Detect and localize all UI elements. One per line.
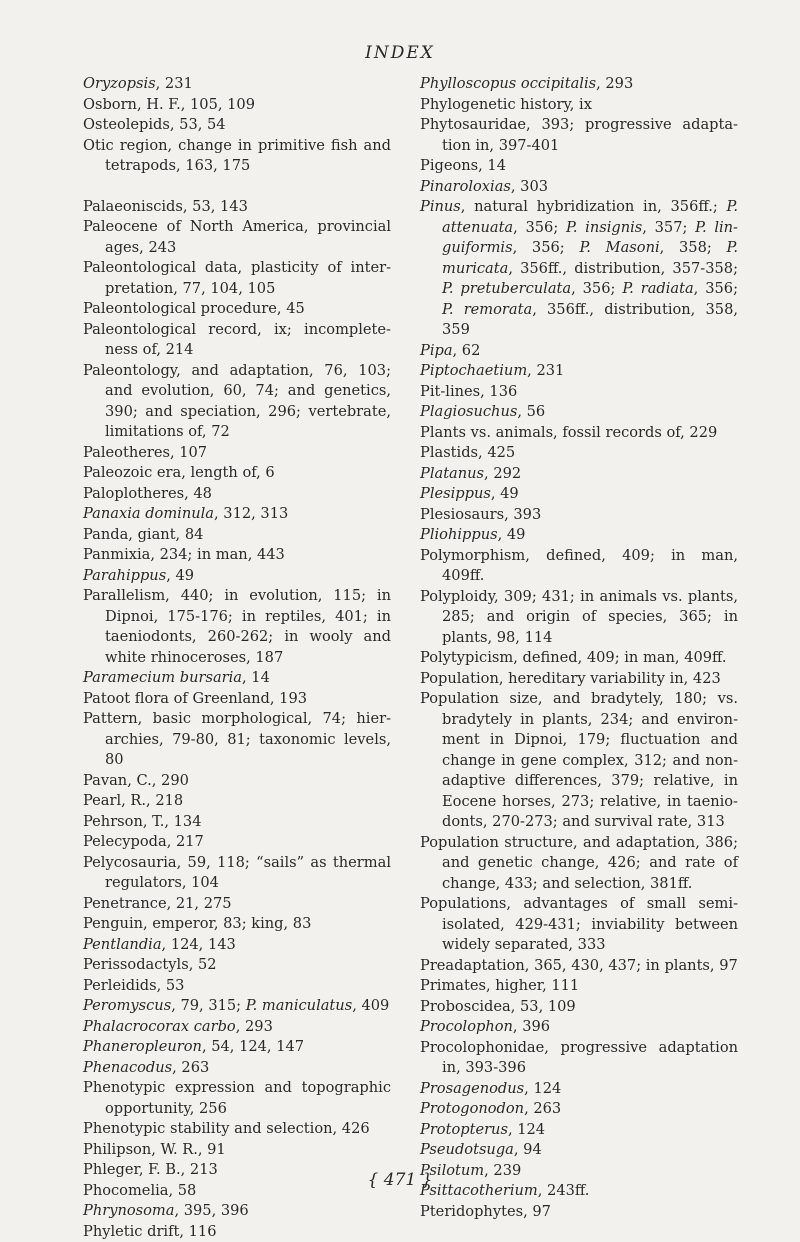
index-entry (420, 833, 738, 895)
index-entry-text: Patoot flora of Greenland, 193 (83, 690, 307, 707)
index-entry-text: , 49 (498, 526, 526, 543)
index-entry-text: , 356; (694, 280, 738, 297)
index-entry (420, 689, 738, 833)
index-entry (83, 935, 391, 956)
index-entry-text: Penetrance, 21, 275 (83, 895, 232, 912)
index-entry-italic-term: Oryzopsis (83, 75, 156, 92)
index-entry-italic-term: Parahippus (83, 567, 166, 584)
index-entry-text: , 124 (524, 1080, 561, 1097)
index-entry (420, 546, 738, 587)
index-entry (83, 709, 391, 771)
index-entry-text: Pehrson, T., 134 (83, 813, 202, 830)
index-entry-italic-term: Piptochaetium (420, 362, 527, 379)
index-entry-italic-term: P. muricata (442, 239, 738, 277)
index-entry-text: Panmixia, 234; in man, 443 (83, 546, 285, 563)
index-entry (420, 1120, 738, 1141)
index-entry (83, 136, 391, 177)
index-entry-italic-term: P. remorata (442, 301, 532, 318)
index-entry-text: Paleotheres, 107 (83, 444, 207, 461)
index-entry-text: , 49 (491, 485, 519, 502)
index-entry (420, 1079, 738, 1100)
index-entry (83, 791, 391, 812)
index-entry (420, 177, 738, 198)
index-entry (83, 484, 391, 505)
index-entry (83, 566, 391, 587)
index-entry (83, 771, 391, 792)
index-entry (83, 853, 391, 894)
index-entry-text: Pelecypoda, 217 (83, 833, 204, 850)
index-entry (83, 299, 391, 320)
index-entry-text: Paleontological procedure, 45 (83, 300, 305, 317)
index-entry (420, 669, 738, 690)
index-entry (83, 74, 391, 95)
index-entry-italic-term: Pipa (420, 342, 453, 359)
index-entry-text: , 356ff., distribution, 357-358; (508, 260, 738, 277)
index-entry (83, 525, 391, 546)
index-entry-text: , 263 (524, 1100, 561, 1117)
index-entry (83, 914, 391, 935)
index-entry-text: Phenotypic expression and topographic opportunity, 256 (83, 1079, 391, 1117)
index-entry-italic-term: Phalacrocorax carbo (83, 1018, 236, 1035)
index-entry-text: , 56 (517, 403, 545, 420)
index-entry (83, 320, 391, 361)
index-entry-italic-term: Phylloscopus occipitalis (420, 75, 596, 92)
index-entry-text: Paleocene of North America, provincial ages, 243 (83, 218, 391, 256)
index-entry (83, 996, 391, 1017)
index-entry-text: Proboscidea, 53, 109 (420, 998, 576, 1015)
index-entry-text: Plants vs. animals, fossil records of, 229 (420, 424, 717, 441)
index-entry-text: Palaeoniscids, 53, 143 (83, 198, 248, 215)
index-entry-text: Procolophonidae, progressive adaptation in, 393-396 (420, 1039, 738, 1077)
index-entry-text: , 292 (484, 465, 521, 482)
index-column-right (420, 74, 738, 1222)
index-entry-italic-term: Phenacodus (83, 1059, 172, 1076)
index-entry (83, 955, 391, 976)
index-entry (420, 423, 738, 444)
index-entry (83, 1017, 391, 1038)
index-entry (83, 976, 391, 997)
index-entry-italic-term: Peromyscus (83, 997, 171, 1014)
index-entry-italic-term: Pseudotsuga (420, 1141, 514, 1158)
index-entry (420, 1099, 738, 1120)
index-entry (420, 402, 738, 423)
index-entry (83, 812, 391, 833)
index-entry-text: Populations, advantages of small semi-isolated, 429-431; inviability between widely separated, 333 (420, 895, 738, 953)
index-entry-italic-term: Pentlandia (83, 936, 162, 953)
index-entry (420, 464, 738, 485)
index-entry-text: Phocomelia, 58 (83, 1182, 196, 1199)
index-entry (420, 894, 738, 956)
index-entry-italic-term: Phrynosoma (83, 1202, 174, 1219)
index-entry (420, 648, 738, 669)
index-entry (420, 443, 738, 464)
index-entry-text: Paleontology, and adaptation, 76, 103; and evolution, 60, 74; and genetics, 390; and speciation, 296; vertebrate, limitations of, 72 (83, 362, 391, 441)
index-entry (420, 361, 738, 382)
index-entry (83, 1201, 391, 1222)
index-entry (420, 382, 738, 403)
index-entry-text: Primates, higher, 111 (420, 977, 579, 994)
index-entry-italic-term: Panaxia dominula (83, 505, 214, 522)
index-entry (83, 95, 391, 116)
index-entry (83, 258, 391, 299)
index-entry (420, 484, 738, 505)
index-entry-text: , 231 (156, 75, 193, 92)
index-entry (83, 586, 391, 668)
index-entry (420, 997, 738, 1018)
index-entry-italic-term: Plesippus (420, 485, 491, 502)
index-entry-text: Penguin, emperor, 83; king, 83 (83, 915, 311, 932)
index-entry-text: Paloplotheres, 48 (83, 485, 212, 502)
index-entry-text: Perleidids, 53 (83, 977, 184, 994)
index-entry (420, 156, 738, 177)
index-entry-text: , 356; (513, 239, 580, 256)
index-entry-text: , 312, 313 (214, 505, 288, 522)
index-entry-text: , 263 (172, 1059, 209, 1076)
index-entry-text: Pelycosauria, 59, 118; “sails” as thermal regulators, 104 (83, 854, 391, 892)
index-entry-text: Panda, giant, 84 (83, 526, 203, 543)
index-entry-text: , natural hybridization in, 356ff.; (461, 198, 727, 215)
index-entry-text: , 49 (166, 567, 194, 584)
index-entry-text: , 357; (642, 219, 695, 236)
index-entry-italic-term: Phaneropleuron (83, 1038, 202, 1055)
index-entry-italic-term: Plagiosuchus (420, 403, 517, 420)
index-entry-text: Plastids, 425 (420, 444, 515, 461)
index-column-left (83, 74, 391, 1242)
index-entry (420, 976, 738, 997)
index-entry-text: Otic region, change in primitive fish and tetrapods, 163, 175 (83, 137, 391, 175)
index-entry-text: , 124 (508, 1121, 545, 1138)
index-entry-text: Phytosauridae, 393; progressive adapta-tion in, 397-401 (420, 116, 738, 154)
index-entry-text: , 356; (513, 219, 566, 236)
index-entry-text: Plesiosaurs, 393 (420, 506, 541, 523)
index-entry-text: Pattern, basic morphological, 74; hier-archies, 79-80, 81; taxonomic levels, 80 (83, 710, 391, 768)
index-entry-text: Population size, and bradytely, 180; vs. bradytely in plants, 234; and environ-ment in Dipnoi, 179; fluctuation and change in gene complex, 312; and non-adaptive differences, 379; relative, in Eocene horses, 273; relative, in taenio-donts, 270-273; and survival rate, 313 (420, 690, 738, 830)
index-entry-text: , 303 (511, 178, 548, 195)
index-entry-text: , 293 (596, 75, 633, 92)
index-entry (83, 1078, 391, 1119)
index-entry-text: , 396 (513, 1018, 550, 1035)
index-entry-text: Polytypicism, defined, 409; in man, 409ff. (420, 649, 727, 666)
index-entry-text: , 356; (571, 280, 622, 297)
index-entry-italic-term: Pinus (420, 198, 461, 215)
index-entry (420, 197, 738, 341)
index-entry-text: Osborn, H. F., 105, 109 (83, 96, 255, 113)
index-entry-text: , 358; (660, 239, 727, 256)
index-entry-italic-term: Prosagenodus (420, 1080, 524, 1097)
index-entry (420, 956, 738, 977)
index-entry-italic-term: Procolophon (420, 1018, 513, 1035)
index-entry (420, 1202, 738, 1223)
index-entry (83, 115, 391, 136)
index-entry-text: Population structure, and adaptation, 386; and genetic change, 426; and rate of change, 433; and selection, 381ff. (420, 834, 738, 892)
index-entry (83, 689, 391, 710)
index-entry-italic-term: P. radiata (622, 280, 693, 297)
index-entry-italic-term: Platanus (420, 465, 484, 482)
index-entry-text: Phylogenetic history, ix (420, 96, 592, 113)
index-entry-text: Polyploidy, 309; 431; in animals vs. plants, 285; and origin of species, 365; in plants, 98, 114 (420, 588, 738, 646)
index-entry-text: Preadaptation, 365, 430, 437; in plants, 97 (420, 957, 738, 974)
index-entry-text: Philipson, W. R., 91 (83, 1141, 226, 1158)
index-entry (83, 668, 391, 689)
index-entry-text: Paleontological record, ix; incomplete-ness of, 214 (83, 321, 391, 359)
index-entry-text: Paleozoic era, length of, 6 (83, 464, 275, 481)
index-entry (420, 525, 738, 546)
index-entry (83, 1037, 391, 1058)
index-entry-text: , 54, 124, 147 (202, 1038, 304, 1055)
index-entry (420, 341, 738, 362)
index-entry-text: Pearl, R., 218 (83, 792, 183, 809)
index-entry (83, 504, 391, 525)
index-entry-italic-term: Pinaroloxias (420, 178, 511, 195)
index-entry-text: Population, hereditary variability in, 423 (420, 670, 721, 687)
index-entry (420, 1038, 738, 1079)
index-entry-italic-term: Protopterus (420, 1121, 508, 1138)
index-entry-text: Phenotypic stability and selection, 426 (83, 1120, 370, 1137)
index-entry-text: , 62 (453, 342, 481, 359)
index-entry (420, 115, 738, 156)
index-entry-italic-term: Pliohippus (420, 526, 498, 543)
index-entry-text: , 409 (352, 997, 389, 1014)
index-entry-text: , 243ff. (538, 1182, 590, 1199)
index-entry-italic-term: P. pretuberculata (442, 280, 571, 297)
page-number: { 471 } (0, 1170, 800, 1190)
index-entry-italic-term: Psilotum (420, 1162, 484, 1179)
index-entry-italic-term: Paramecium bursaria (83, 669, 242, 686)
index-entry-text: , 94 (514, 1141, 542, 1158)
index-entry-italic-term: P. attenuata (442, 198, 738, 236)
page-title: INDEX (0, 43, 800, 63)
index-entry-italic-term: P. insignis (566, 219, 642, 236)
index-entry-text: Phyletic drift, 116 (83, 1223, 217, 1240)
index-entry (83, 894, 391, 915)
index-entry-text: , 231 (527, 362, 564, 379)
index-entry-text: Polymorphism, defined, 409; in man, 409ff. (420, 547, 738, 585)
index-entry-text: Pavan, C., 290 (83, 772, 189, 789)
index-entry (420, 74, 738, 95)
index-entry (420, 95, 738, 116)
index-entry-text: Paleontological data, plasticity of inter-pretation, 77, 104, 105 (83, 259, 391, 297)
index-entry-italic-term: P. maniculatus (246, 997, 352, 1014)
index-entry (83, 545, 391, 566)
index-entry-text: Pteridophytes, 97 (420, 1203, 551, 1220)
index-entry-text: , 239 (484, 1162, 521, 1179)
index-entry-text: , 356ff., distribution, 358, 359 (442, 301, 738, 339)
index-entry (83, 443, 391, 464)
index-entry-text: Pit-lines, 136 (420, 383, 517, 400)
index-entry-text: , 79, 315; (171, 997, 246, 1014)
index-entry-text: , 124, 143 (162, 936, 236, 953)
index-entry-text: , 14 (242, 669, 270, 686)
index-entry-text: Osteolepids, 53, 54 (83, 116, 226, 133)
index-entry (83, 1140, 391, 1161)
index-entry (83, 1058, 391, 1079)
index-entry (420, 587, 738, 649)
index-entry-text: , 293 (236, 1018, 273, 1035)
index-entry-text: Pigeons, 14 (420, 157, 506, 174)
index-entry-text: Parallelism, 440; in evolution, 115; in Dipnoi, 175-176; in reptiles, 401; in taeniodonts, 260-262; in wooly and white rhinoceroses, 187 (83, 587, 391, 666)
index-entry (420, 1140, 738, 1161)
index-entry (83, 1119, 391, 1140)
index-entry-italic-term: Psittacotherium (420, 1182, 538, 1199)
index-entry-italic-term: P. Masoni (579, 239, 659, 256)
index-entry (83, 463, 391, 484)
index-entry (83, 361, 391, 443)
index-entry-text: Phleger, F. B., 213 (83, 1161, 218, 1178)
index-entry-text: , 395, 396 (174, 1202, 248, 1219)
index-entry (83, 1222, 391, 1242)
index-entry (83, 197, 391, 218)
index-entry-text: Perissodactyls, 52 (83, 956, 217, 973)
index-entry-italic-term: P. lin-guiformis (442, 219, 738, 257)
index-entry (420, 1017, 738, 1038)
index-entry (83, 832, 391, 853)
index-entry (420, 505, 738, 526)
index-entry (83, 217, 391, 258)
index-entry-italic-term: Protogonodon (420, 1100, 524, 1117)
